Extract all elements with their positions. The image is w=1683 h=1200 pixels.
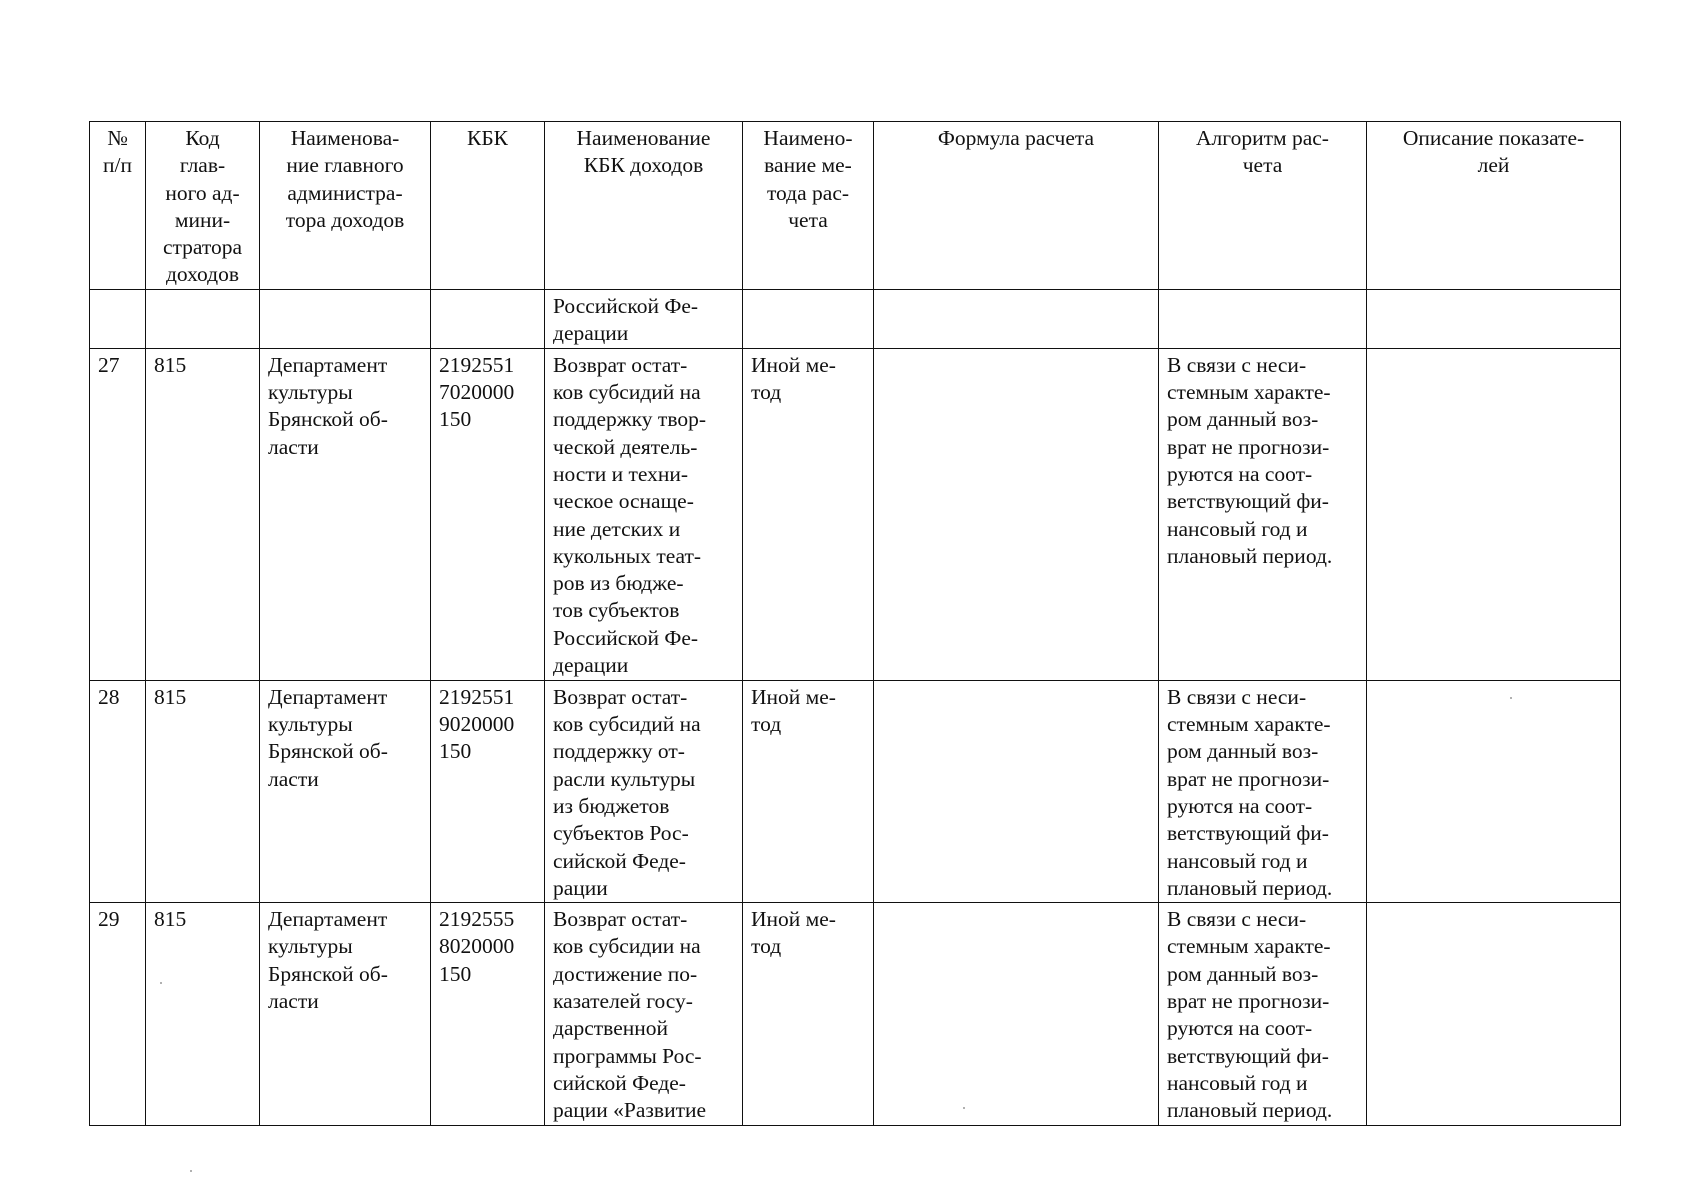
header-algorithm: Алгоритм рас- чета	[1159, 122, 1367, 290]
header-formula: Формула расчета	[874, 122, 1159, 290]
revenue-forecast-table	[89, 121, 1621, 1126]
header-admin-code: Код глав- ного ад- мини- стратора доходов	[146, 122, 260, 290]
cell-formula	[874, 289, 1159, 348]
cell-admin-name: Департамент культуры Брянской об- ласти	[260, 903, 431, 1125]
cell-method: Иной ме- тод	[743, 680, 874, 902]
cell-admin-name: Департамент культуры Брянской об- ласти	[260, 680, 431, 902]
header-kbk-name: Наименование КБК доходов	[545, 122, 743, 290]
cell-kbk	[431, 289, 545, 348]
cell-description	[1367, 289, 1621, 348]
header-description: Описание показате- лей	[1367, 122, 1621, 290]
header-row-number: № п/п	[90, 122, 146, 290]
cell-kbk: 2192551 7020000 150	[431, 348, 545, 680]
cell-kbk-name: Возврат остат- ков субсидий на поддержку твор- ческой деятель- ности и техни- ческое оснаще- ние детских и кукольных теат- ров из бюдже- тов субъектов Российской Фе- дерации	[545, 348, 743, 680]
scan-speck	[963, 1107, 965, 1109]
cell-algorithm: В связи с неси- стемным характе- ром данный воз- врат не прогнози- руются на соот- ветствующий фи- нансовый год и плановый период.	[1159, 348, 1367, 680]
cell-description	[1367, 680, 1621, 902]
cell-number: 29	[90, 903, 146, 1125]
cell-kbk-name: Российской Фе- дерации	[545, 289, 743, 348]
cell-admin-name: Департамент культуры Брянской об- ласти	[260, 348, 431, 680]
cell-kbk-name: Возврат остат- ков субсидий на поддержку от- расли культуры из бюджетов субъектов Рос- сийской Феде- рации	[545, 680, 743, 902]
cell-admin-name	[260, 289, 431, 348]
cell-method: Иной ме- тод	[743, 348, 874, 680]
cell-admin-code: 815	[146, 680, 260, 902]
table-row	[90, 903, 1621, 1125]
cell-formula	[874, 680, 1159, 902]
cell-algorithm: В связи с неси- стемным характе- ром данный воз- врат не прогнози- руются на соот- ветствующий фи- нансовый год и плановый период.	[1159, 680, 1367, 902]
cell-number: 28	[90, 680, 146, 902]
cell-description	[1367, 903, 1621, 1125]
table-row	[90, 289, 1621, 348]
cell-admin-code	[146, 289, 260, 348]
cell-number: 27	[90, 348, 146, 680]
scan-speck	[160, 982, 162, 984]
cell-formula	[874, 903, 1159, 1125]
cell-method: Иной ме- тод	[743, 903, 874, 1125]
cell-number	[90, 289, 146, 348]
cell-algorithm: В связи с неси- стемным характе- ром данный воз- врат не прогнози- руются на соот- ветствующий фи- нансовый год и плановый период.	[1159, 903, 1367, 1125]
cell-kbk: 2192555 8020000 150	[431, 903, 545, 1125]
table-row	[90, 348, 1621, 680]
cell-kbk: 2192551 9020000 150	[431, 680, 545, 902]
header-admin-name: Наименова- ние главного администра- тора доходов	[260, 122, 431, 290]
scan-speck	[190, 1170, 192, 1172]
cell-description	[1367, 348, 1621, 680]
header-method: Наимено- вание ме- тода рас- чета	[743, 122, 874, 290]
table-row	[90, 680, 1621, 902]
header-kbk: КБК	[431, 122, 545, 290]
table-header-row	[90, 122, 1621, 290]
scan-speck	[1510, 697, 1512, 699]
cell-admin-code: 815	[146, 348, 260, 680]
cell-formula	[874, 348, 1159, 680]
cell-algorithm	[1159, 289, 1367, 348]
cell-admin-code: 815	[146, 903, 260, 1125]
cell-method	[743, 289, 874, 348]
cell-kbk-name: Возврат остат- ков субсидии на достижение по- казателей госу- дарственной программы Рос- сийской Феде- рации «Развитие	[545, 903, 743, 1125]
